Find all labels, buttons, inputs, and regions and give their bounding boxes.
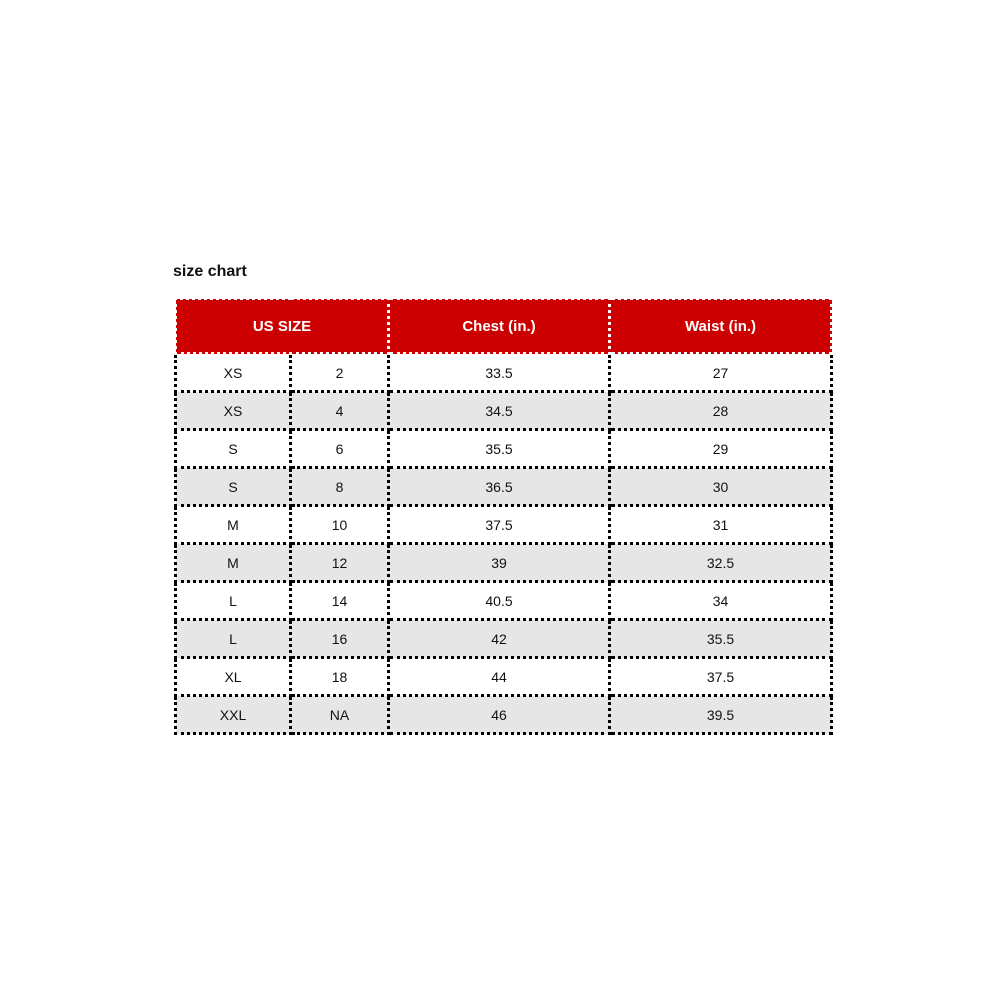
cell-waist: 32.5 bbox=[610, 544, 832, 582]
cell-chest: 40.5 bbox=[389, 582, 610, 620]
cell-letter-size: L bbox=[176, 620, 291, 658]
cell-chest: 46 bbox=[389, 696, 610, 734]
header-chest: Chest (in.) bbox=[389, 299, 610, 354]
table-row bbox=[176, 392, 832, 430]
cell-waist: 27 bbox=[610, 354, 832, 392]
table-row bbox=[176, 658, 832, 696]
cell-chest: 42 bbox=[389, 620, 610, 658]
cell-letter-size: S bbox=[176, 430, 291, 468]
table-header-row bbox=[176, 299, 832, 354]
table-row bbox=[176, 430, 832, 468]
cell-waist: 30 bbox=[610, 468, 832, 506]
cell-letter-size: XL bbox=[176, 658, 291, 696]
cell-letter-size: XXL bbox=[176, 696, 291, 734]
cell-waist: 37.5 bbox=[610, 658, 832, 696]
cell-number-size: 2 bbox=[291, 354, 389, 392]
cell-waist: 31 bbox=[610, 506, 832, 544]
page-title: size chart bbox=[173, 263, 247, 280]
table-body bbox=[176, 354, 832, 734]
cell-number-size: 6 bbox=[291, 430, 389, 468]
cell-chest: 34.5 bbox=[389, 392, 610, 430]
cell-letter-size: M bbox=[176, 544, 291, 582]
cell-letter-size: M bbox=[176, 506, 291, 544]
cell-chest: 35.5 bbox=[389, 430, 610, 468]
cell-chest: 37.5 bbox=[389, 506, 610, 544]
cell-number-size: 18 bbox=[291, 658, 389, 696]
cell-number-size: 14 bbox=[291, 582, 389, 620]
cell-letter-size: S bbox=[176, 468, 291, 506]
header-waist: Waist (in.) bbox=[610, 299, 832, 354]
cell-waist: 34 bbox=[610, 582, 832, 620]
cell-number-size: 12 bbox=[291, 544, 389, 582]
size-chart-table bbox=[174, 297, 833, 735]
cell-number-size: 4 bbox=[291, 392, 389, 430]
cell-number-size: 16 bbox=[291, 620, 389, 658]
table-row bbox=[176, 506, 832, 544]
table-row bbox=[176, 354, 832, 392]
table-row bbox=[176, 544, 832, 582]
table-row bbox=[176, 582, 832, 620]
cell-waist: 35.5 bbox=[610, 620, 832, 658]
cell-waist: 39.5 bbox=[610, 696, 832, 734]
cell-waist: 29 bbox=[610, 430, 832, 468]
table-row bbox=[176, 696, 832, 734]
cell-chest: 44 bbox=[389, 658, 610, 696]
cell-number-size: 10 bbox=[291, 506, 389, 544]
cell-letter-size: L bbox=[176, 582, 291, 620]
cell-letter-size: XS bbox=[176, 392, 291, 430]
cell-number-size: 8 bbox=[291, 468, 389, 506]
cell-chest: 33.5 bbox=[389, 354, 610, 392]
table-row bbox=[176, 468, 832, 506]
cell-chest: 39 bbox=[389, 544, 610, 582]
cell-waist: 28 bbox=[610, 392, 832, 430]
cell-chest: 36.5 bbox=[389, 468, 610, 506]
cell-number-size: NA bbox=[291, 696, 389, 734]
cell-letter-size: XS bbox=[176, 354, 291, 392]
table-row bbox=[176, 620, 832, 658]
header-us-size: US SIZE bbox=[176, 299, 389, 354]
